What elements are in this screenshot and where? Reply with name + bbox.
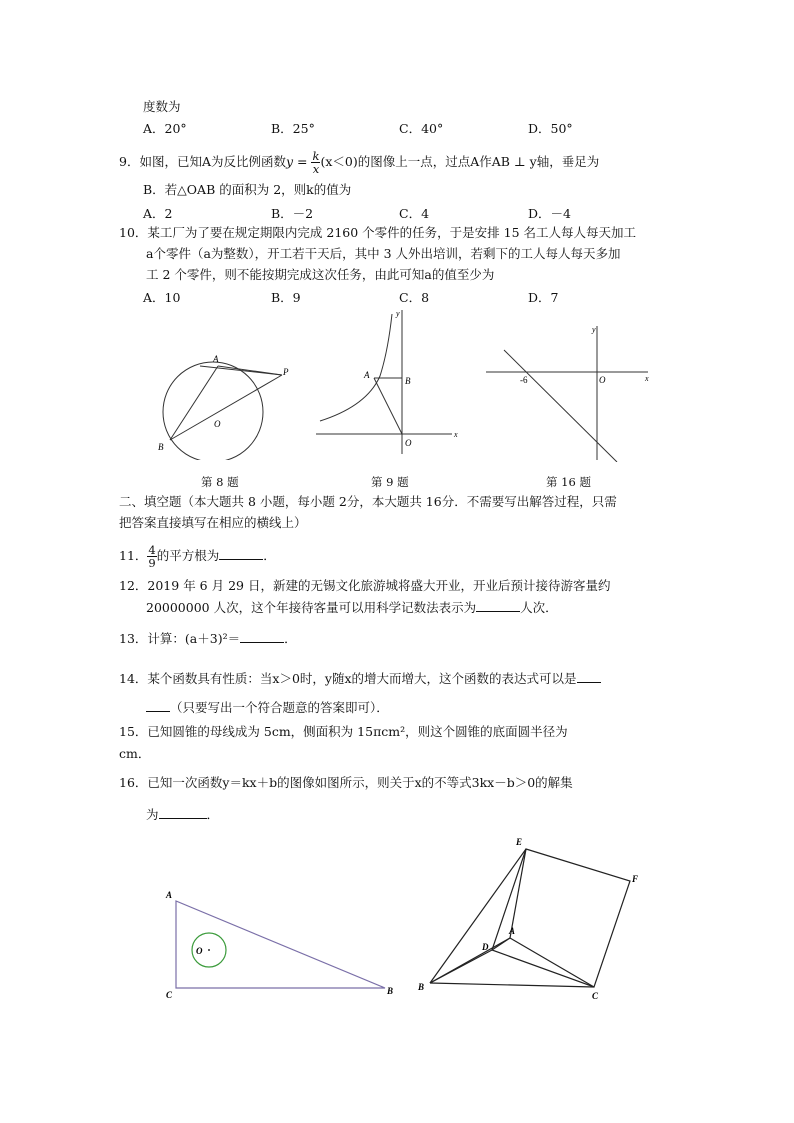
q15-line1: 15．已知圆锥的母线成为 5cm，侧面积为 15πcm²，则这个圆锥的底面圆半径为 (119, 724, 568, 739)
point-a-label: A (364, 370, 370, 380)
section2-line2: 把答案直接填写在相应的横线上） (119, 515, 307, 530)
axis-x-label: x (645, 374, 649, 383)
q9-cond: (x＜0) (320, 154, 358, 169)
q14-line1: 14．某个函数具有性质：当x＞0时，y随x的增大而增大，这个函数的表达式可以是 (119, 670, 601, 687)
function-line (504, 350, 617, 462)
q10-line2: a个零件（a为整数），开工若干天后，其中 3 人外出培训，若剩下的工人每人每天多加 (146, 246, 621, 261)
q9-suffix: 的图像上一点，过点A作AB ⊥ y轴，垂足为 (357, 154, 600, 169)
point-p-label: P (283, 367, 289, 377)
q9-prefix: 9．如图，已知A为反比例函数 (119, 154, 286, 169)
axis-y-label: y (396, 309, 400, 318)
hyperbola-curve (320, 314, 392, 421)
q14-answer-blank-a[interactable] (577, 670, 601, 683)
q10-option-b: B．9 (271, 290, 301, 305)
q9-option-a: A．2 (143, 206, 173, 221)
segment-a-p (218, 366, 282, 375)
point-b-label: B (405, 376, 411, 386)
q9-y: y (285, 154, 294, 169)
point-b-label: B (387, 986, 394, 996)
q10-option-a: A．10 (143, 290, 181, 305)
q9-option-d: D．－4 (528, 206, 571, 221)
segment-a-o (374, 378, 402, 434)
figure-16-linear-graph (482, 322, 658, 462)
point-b-label: B (418, 982, 425, 992)
q8-option-b: B．25° (271, 121, 315, 136)
q13: 13．计算：(a＋3)²＝ ． (119, 631, 297, 646)
figure-9-hyperbola (312, 306, 462, 456)
point-o-label: O (196, 946, 203, 956)
figure-8-circle (150, 350, 300, 460)
q14-answer-blank-b[interactable] (146, 699, 170, 712)
q8-option-c: C．40° (399, 121, 444, 136)
segment-d-a (492, 938, 510, 950)
q10-line1: 10．某工厂为了要在规定期限内完成 2160 个零件的任务，于是安排 15 名工人每人每天加工 (119, 225, 637, 240)
point-o-label: O (405, 438, 412, 448)
point-o-label: O (599, 375, 606, 385)
q9-eq: = (293, 154, 312, 169)
caption-fig9: 第 9 题 (371, 475, 409, 489)
q11-fraction: $\frac{4}{9}$ (148, 543, 156, 570)
q10-line3: 工 2 个零件，则不能按期完成这次任务，由此可知a的值至少为 (146, 267, 495, 282)
q9-line2: B．若△OAB 的面积为 2，则k的值为 (143, 182, 352, 197)
q13-answer-blank[interactable] (240, 630, 284, 643)
point-b-label: B (158, 442, 164, 452)
q11-answer-blank[interactable] (219, 547, 263, 560)
q16-line2: 为 ． (146, 807, 220, 822)
caption-fig8: 第 8 题 (201, 475, 239, 489)
center-dot (208, 949, 210, 951)
q11: 11． $\frac{4}{9}$ 的平方根为 ． (119, 543, 276, 570)
q10-option-d: D．7 (528, 290, 559, 305)
figure-right-triangle (162, 884, 402, 1004)
point-e-label: E (516, 837, 523, 847)
q12-answer-blank[interactable] (476, 599, 520, 612)
q8-option-d: D．50° (528, 121, 573, 136)
segment-b-e (430, 849, 526, 983)
intercept-label: -6 (520, 375, 528, 385)
q16-line1: 16．已知一次函数y＝kx＋b的图像如图所示，则关于x的不等式3kx－b＞0的解集 (119, 775, 573, 790)
q9-fraction: $\frac{k}{x}$ (312, 149, 320, 176)
axis-x-label: x (454, 430, 458, 439)
q9-option-c: C．4 (399, 206, 430, 221)
point-f-label: F (632, 874, 639, 884)
point-a-label: A (166, 890, 173, 900)
figure-square-triangles (412, 830, 644, 1006)
point-c-label: C (592, 991, 599, 1001)
square-eadc-f (492, 849, 630, 987)
segment-a-c (510, 938, 594, 987)
axis-y-label: y (592, 325, 596, 334)
q8-option-a: A．20° (143, 121, 187, 136)
q12-line1: 12．2019 年 6 月 29 日，新建的无锡文化旅游城将盛大开业，开业后预计接待游客量约 (119, 578, 611, 593)
q9-option-b: B．－2 (271, 206, 314, 221)
segment-b-c (430, 983, 594, 987)
point-a-label: A (213, 354, 219, 364)
caption-fig16: 第 16 题 (546, 475, 591, 489)
point-a-label: A (509, 926, 516, 936)
q16-answer-blank[interactable] (159, 806, 207, 819)
point-d-label: D (482, 942, 489, 952)
segment-e-a (510, 849, 526, 938)
q12-line2: 20000000 人次，这个年接待客量可以用科学记数法表示为 人次． (146, 600, 558, 615)
q9-line1 (119, 150, 599, 175)
segment-b-a (430, 938, 510, 983)
triangle-abc (176, 901, 385, 988)
q8-tail: 度数为 (143, 99, 181, 114)
point-c-label: C (166, 990, 173, 1000)
segment-b-p (170, 375, 282, 440)
q14-line2: （只要写出一个符合题意的答案即可）． (146, 699, 389, 716)
q15-line2: cm． (119, 746, 151, 761)
point-o-label: O (214, 419, 221, 429)
q10-option-c: C．8 (399, 290, 430, 305)
section2-line1: 二、填空题（本大题共 8 小题，每小题 2分，本大题共 16分．不需要写出解答过程，只需 (119, 494, 617, 509)
